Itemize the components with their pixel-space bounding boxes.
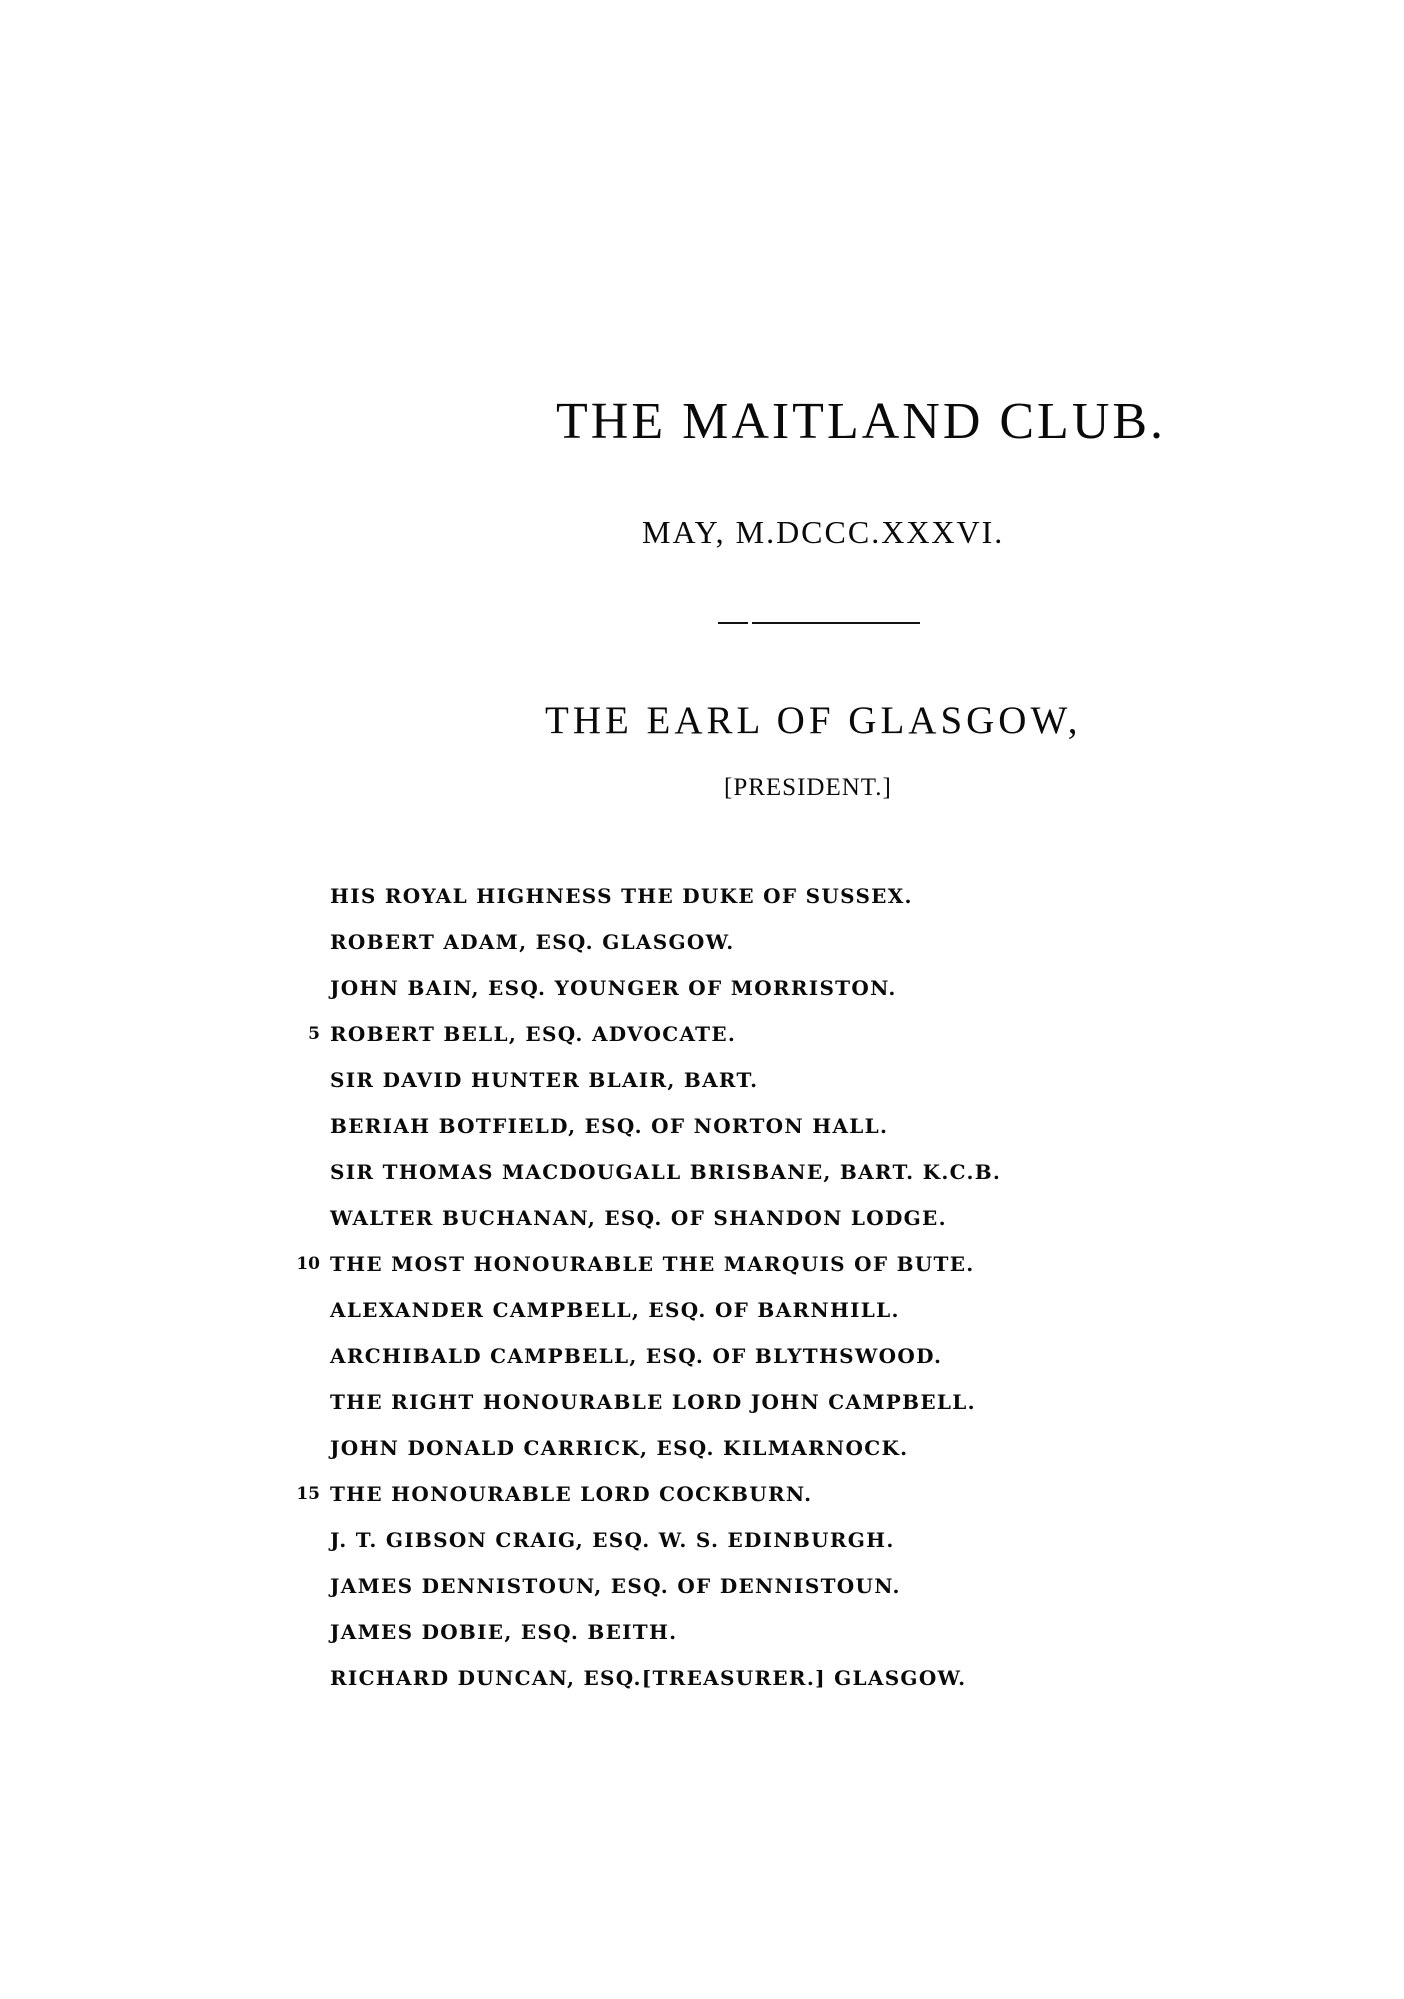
- member-entry: [290, 1609, 1190, 1655]
- member-name: ARCHIBALD CAMPBELL, ESQ. OF BLYTHSWOOD.: [330, 1344, 943, 1368]
- member-name: JOHN DONALD CARRICK, ESQ. KILMARNOCK.: [330, 1436, 909, 1460]
- member-name: BERIAH BOTFIELD, ESQ. OF NORTON HALL.: [330, 1114, 889, 1138]
- member-entry: [290, 1287, 1190, 1333]
- divider-rule-long: [752, 622, 920, 624]
- member-name: J. T. GIBSON CRAIG, ESQ. W. S. EDINBURGH.: [330, 1528, 895, 1552]
- member-entry: [290, 1241, 1190, 1287]
- member-list: [290, 873, 1190, 1701]
- page-title: THE MAITLAND CLUB.: [556, 393, 1167, 450]
- member-name: THE HONOURABLE LORD COCKBURN.: [330, 1482, 813, 1506]
- member-name: HIS ROYAL HIGHNESS THE DUKE OF SUSSEX.: [330, 884, 913, 908]
- member-name: SIR THOMAS MACDOUGALL BRISBANE, BART. K.C.B.: [330, 1160, 1002, 1184]
- member-entry: [290, 1471, 1190, 1517]
- member-name: SIR DAVID HUNTER BLAIR, BART.: [330, 1068, 759, 1092]
- member-number: 5: [308, 1024, 320, 1044]
- member-name: RICHARD DUNCAN, ESQ.[TREASURER.] GLASGOW.: [330, 1666, 967, 1690]
- member-name: WALTER BUCHANAN, ESQ. OF SHANDON LODGE.: [330, 1206, 947, 1230]
- divider-rule-short: [718, 622, 748, 624]
- president-role: [PRESIDENT.]: [724, 774, 892, 801]
- member-entry: [290, 919, 1190, 965]
- member-name: JAMES DENNISTOUN, ESQ. OF DENNISTOUN.: [330, 1574, 901, 1598]
- member-entry: [290, 1057, 1190, 1103]
- member-entry: [290, 1011, 1190, 1057]
- member-entry: [290, 1425, 1190, 1471]
- member-entry: [290, 1333, 1190, 1379]
- member-entry: [290, 1149, 1190, 1195]
- member-entry: [290, 1655, 1190, 1701]
- member-name: JOHN BAIN, ESQ. YOUNGER OF MORRISTON.: [330, 976, 897, 1000]
- member-name: ALEXANDER CAMPBELL, ESQ. OF BARNHILL.: [330, 1298, 900, 1322]
- member-entry: [290, 965, 1190, 1011]
- member-name: JAMES DOBIE, ESQ. BEITH.: [330, 1620, 678, 1644]
- member-name: THE MOST HONOURABLE THE MARQUIS OF BUTE.: [330, 1252, 975, 1276]
- member-entry: [290, 1103, 1190, 1149]
- member-number: 10: [296, 1254, 320, 1274]
- member-entry: [290, 873, 1190, 919]
- member-entry: [290, 1195, 1190, 1241]
- member-entry: [290, 1563, 1190, 1609]
- member-entry: [290, 1379, 1190, 1425]
- member-name: ROBERT BELL, ESQ. ADVOCATE.: [330, 1022, 737, 1046]
- member-name: ROBERT ADAM, ESQ. GLASGOW.: [330, 930, 735, 954]
- president-name: THE EARL OF GLASGOW,: [545, 699, 1082, 742]
- member-entry: [290, 1517, 1190, 1563]
- member-number: 15: [296, 1484, 320, 1504]
- publication-date: MAY, M.DCCC.XXXVI.: [642, 514, 1005, 550]
- member-name: THE RIGHT HONOURABLE LORD JOHN CAMPBELL.: [330, 1390, 976, 1414]
